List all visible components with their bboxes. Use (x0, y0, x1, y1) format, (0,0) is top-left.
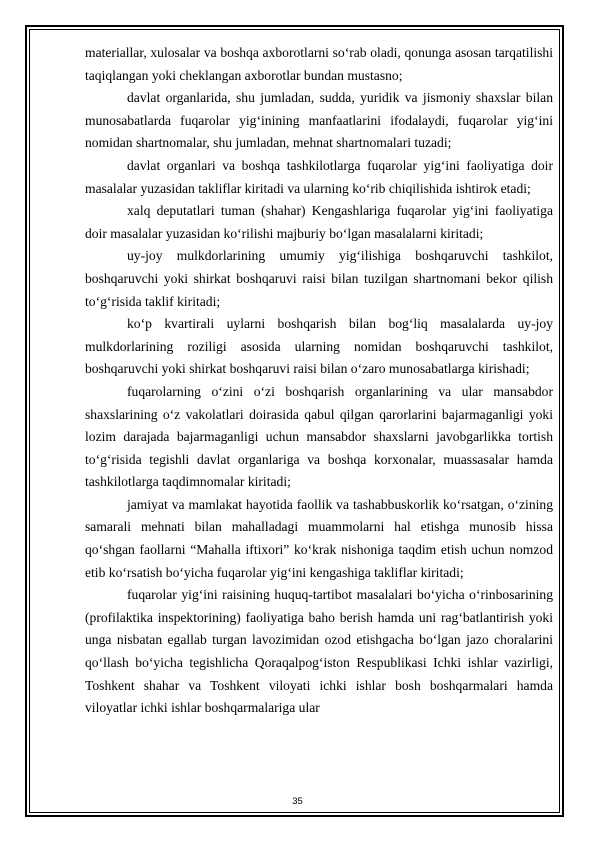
paragraph-4: xalq deputatlari tuman (shahar) Kengashlariga fuqarolar yig‘ini faoliyatiga doir masalalar yuzasidan ko‘rilishi majburiy bo‘lgan masalalarni kiritadi; (85, 203, 553, 241)
paragraph-5: uy-joy mulkdorlarining umumiy yig‘ilishiga boshqaruvchi tashkilot, boshqaruvchi yoki shirkat boshqaruvi raisi bilan tuzilgan shartnomani bekor qilish to‘g‘risida taklif kiritadi; (85, 248, 553, 309)
paragraph-1: materiallar, xulosalar va boshqa axborotlarni so‘rab oladi, qonunga asosan tarqatilishi taqiqlangan yoki cheklangan axborotlar bundan mustasno; (85, 45, 553, 83)
paragraph-8: jamiyat va mamlakat hayotida faollik va tashabbuskorlik ko‘rsatgan, o‘zining samarali mehnati bilan mahalladagi muammolarni hal etishga munosib hissa qo‘shgan faollarni “Mahalla iftixori” ko‘krak nishoniga taqdim etish uchun nomzod etib ko‘rsatish bo‘yicha fuqarolar yig‘ini kengashiga takliflar kiritadi; (85, 496, 553, 580)
document-body (85, 42, 553, 720)
paragraph-9: fuqarolar yig‘ini raisining huquq-tartibot masalalari bo‘yicha o‘rinbosarining (profilaktika inspektorining) faoliyatiga baho berish hamda uni rag‘batlantirish yoki unga nisbatan egallab turgan lavozimidan ozod etishgacha bo‘lgan jazo choralarini qo‘llash bo‘yicha tegishlicha Qoraqalpog‘iston Respublikasi Ichki ishlar vazirligi, Toshkent shahar va Toshkent viloyati ichki ishlar bosh boshqarmalari hamda viloyatlar ichki ishlar boshqarmalariga ular (85, 587, 553, 716)
paragraph-7: fuqarolarning o‘zini o‘zi boshqarish organlarining va ular mansabdor shaxslarining o‘z vakolatlari doirasida qabul qilgan qarorlarini bajarmaganligi yoki lozim darajada bajarmaganligi uchun mansabdor shaxslarni javobgarlikka tortish to‘g‘risida tegishli davlat organlariga va boshqa korxonalar, muassasalar hamda tashkilotlarga taqdimnomalar kiritadi; (85, 383, 553, 490)
paragraph-3: davlat organlari va boshqa tashkilotlarga fuqarolar yig‘ini faoliyatiga doir masalalar yuzasidan takliflar kiritadi va ularning ko‘rib chiqilishida ishtirok etadi; (85, 157, 553, 196)
page-number: 35 (292, 796, 303, 807)
paragraph-2: davlat organlarida, shu jumladan, sudda, yuridik va jismoniy shaxslar bilan munosabatlarda fuqarolar yig‘inining manfaatlarini ifodalaydi, fuqarolar yig‘ini nomidan shartnomalar, shu jumladan, mehnat shartnomalari tuzadi; (85, 90, 553, 151)
paragraph-6: ko‘p kvartirali uylarni boshqarish bilan bog‘liq masalalarda uy-joy mulkdorlarining roziligi asosida ularning nomidan boshqaruvchi tashkilot, boshqaruvchi yoki shirkat boshqaruvi raisi bilan o‘zaro munosabatlarga kirishadi; (85, 316, 553, 377)
